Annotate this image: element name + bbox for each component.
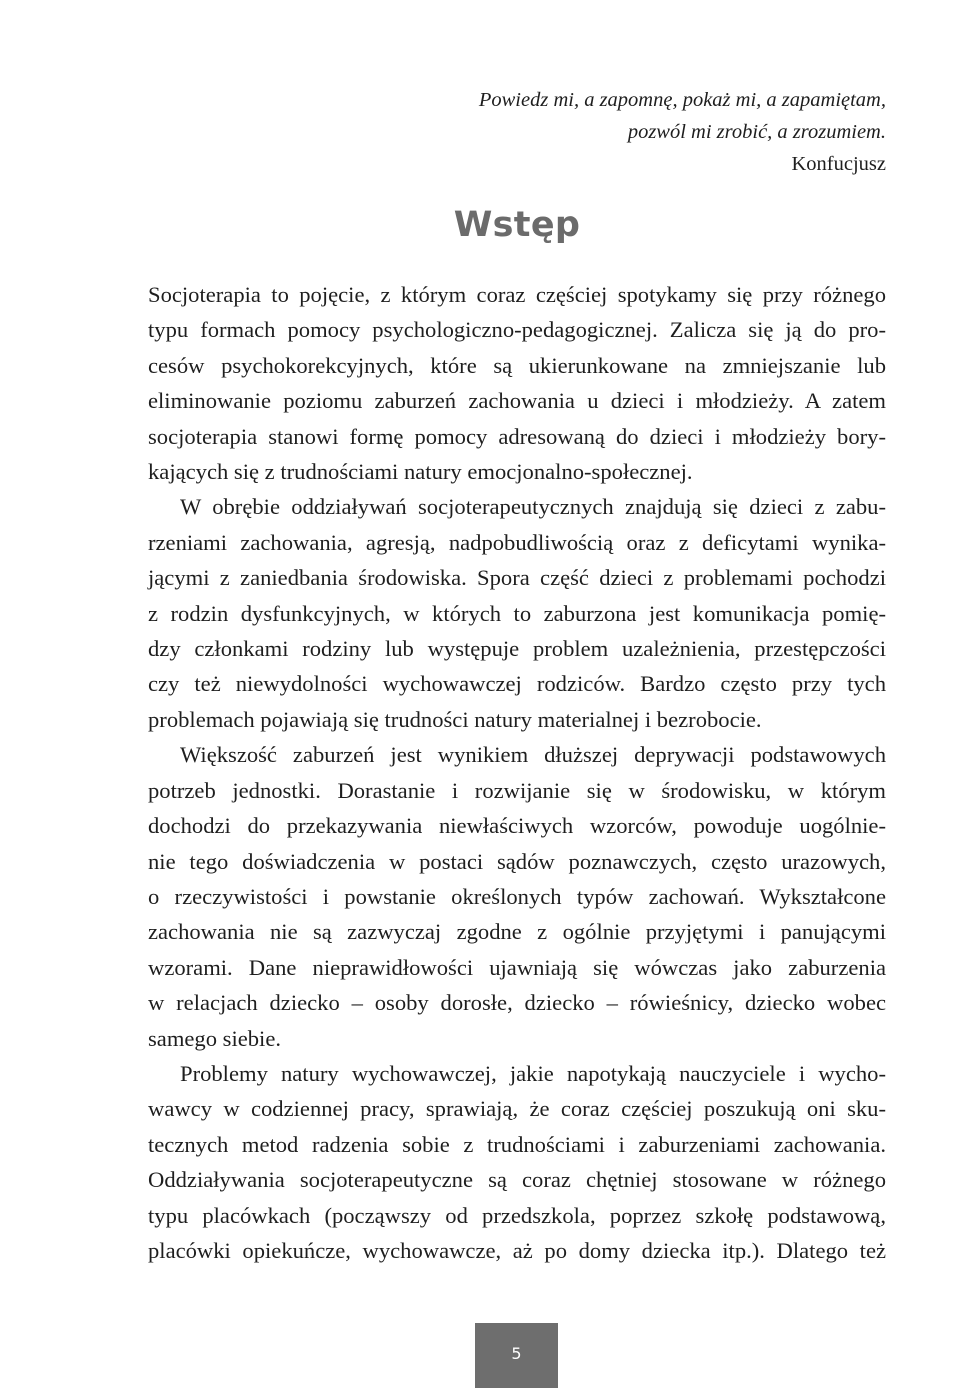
text-line: socjoterapia stanowi formę pomocy adresowaną do dzieci i młodzieży bory- [148, 423, 886, 449]
text-line: eliminowanie poziomu zaburzeń zachowania u dzieci i młodzieży. A zatem [148, 388, 886, 414]
text-line: placówki opiekuńcze, wychowawcze, aż po domy dziecka itp.). Dlatego też [148, 1237, 886, 1263]
text-line: tecznych metod radzenia sobie z trudnościami i zaburzeniami zachowania. [148, 1131, 886, 1157]
text-line: czy też niewydolności wychowawczej rodziców. Bardzo często przy tych [148, 671, 886, 697]
body-text [148, 277, 886, 1268]
page-number: 5 [511, 1344, 522, 1363]
page-number-box [475, 1323, 558, 1388]
text-line: jącymi z zaniedbania środowiska. Spora część dzieci z problemami pochodzi [148, 565, 886, 591]
text-line: rzeniami zachowania, agresją, nadpobudliwością oraz z deficytami wynika- [148, 529, 886, 555]
text-line: problemach pojawiają się trudności natury materialnej i bezrobocie. [148, 706, 762, 732]
text-line: o rzeczywistości i powstanie określonych typów zachowań. Wykształcone [148, 883, 886, 909]
text-line: Oddziaływania socjoterapeutyczne są coraz chętniej stosowane w różnego [148, 1167, 886, 1193]
epigraph [286, 84, 886, 180]
text-line: cesów psychokorekcyjnych, które są ukierunkowane na zmniejszanie lub [148, 352, 886, 378]
text-line: dochodzi do przekazywania niewłaściwych wzorców, powoduje uogólnie- [148, 813, 886, 839]
text-line: nie tego doświadczenia w postaci sądów poznawczych, często urazowych, [148, 848, 886, 874]
text-line: typu placówkach (począwszy od przedszkola, poprzez szkołę podstawową, [148, 1202, 886, 1228]
text-line: z rodzin dysfunkcyjnych, w których to zaburzona jest komunikacja pomię- [148, 600, 886, 626]
text-line: potrzeb jednostki. Dorastanie i rozwijanie się w środowisku, w którym [148, 777, 886, 803]
text-line: kających się z trudnościami natury emocjonalno-społecznej. [148, 459, 693, 485]
chapter-title: Wstęp [453, 205, 581, 245]
epigraph-quote-line: Powiedz mi, a zapomnę, pokaż mi, a zapamiętam, [478, 89, 886, 111]
paragraph [148, 1056, 886, 1268]
paragraph [148, 737, 886, 1056]
text-line: wzorami. Dane nieprawidłowości ujawniają się wówczas jako zaburzenia [148, 954, 886, 980]
text-line: wawcy w codziennej pracy, sprawiają, że coraz częściej poszukują oni sku- [148, 1096, 886, 1122]
paragraph [148, 489, 886, 737]
text-line: typu formach pomocy psychologiczno-pedagogicznej. Zalicza się ją do pro- [148, 317, 886, 343]
text-line: zachowania nie są zazwyczaj zgodne z ogólnie przyjętymi i panującymi [148, 919, 886, 945]
text-line: samego siebie. [148, 1025, 282, 1051]
text-line: Większość zaburzeń jest wynikiem dłuższej deprywacji podstawowych [180, 742, 886, 768]
paragraph [148, 277, 886, 489]
text-line: w relacjach dziecko – osoby dorosłe, dziecko – rówieśnicy, dziecko wobec [148, 990, 886, 1016]
epigraph-author: Konfucjusz [791, 153, 886, 175]
text-line: dzy członkami rodziny lub występuje problem uzależnienia, przestępczości [148, 636, 886, 662]
text-line: W obrębie oddziaływań socjoterapeutycznych znajdują się dzieci z zabu- [180, 494, 886, 520]
text-line: Problemy natury wychowawczej, jakie napotykają nauczyciele i wycho- [180, 1060, 886, 1086]
text-line: Socjoterapia to pojęcie, z którym coraz częściej spotykamy się przy różnego [148, 282, 886, 307]
epigraph-quote-line: pozwól mi zrobić, a zrozumiem. [627, 121, 886, 143]
